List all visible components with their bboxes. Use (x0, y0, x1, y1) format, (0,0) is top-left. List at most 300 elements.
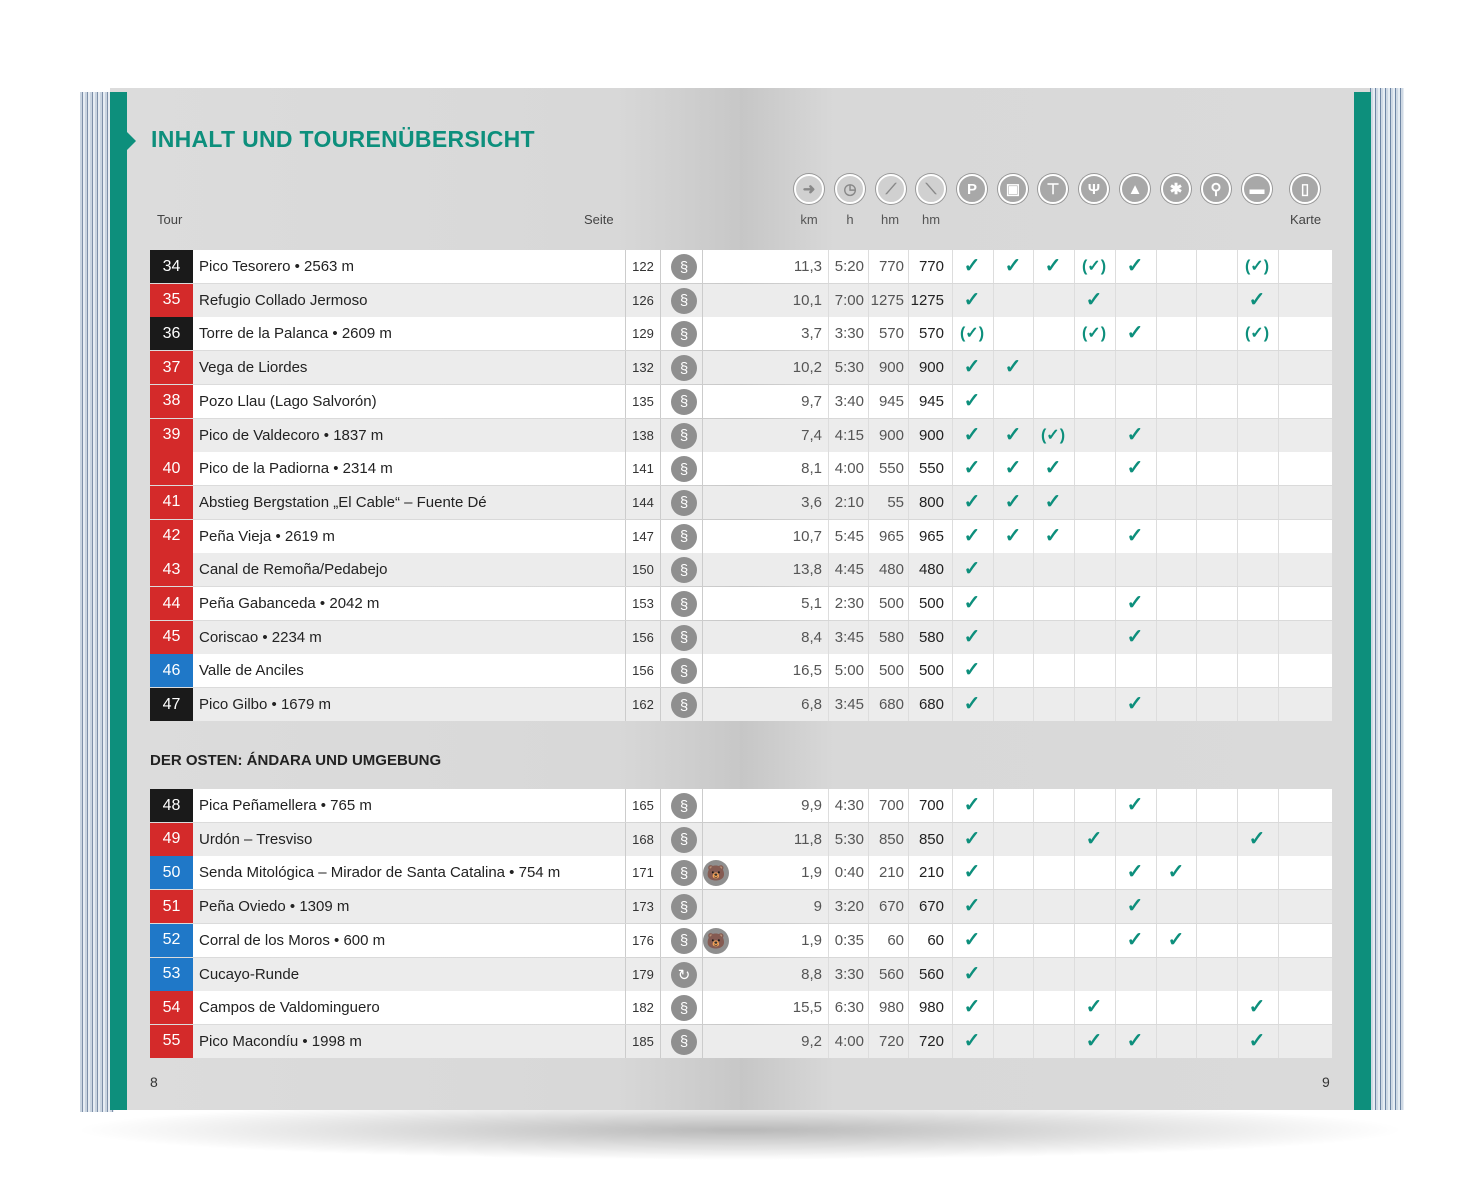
tour-number-badge: 46 (150, 654, 193, 687)
cell-divider (1237, 587, 1238, 620)
row-right-cell (741, 654, 1332, 687)
tour-page-number: 176 (625, 924, 661, 957)
cell-divider (1196, 587, 1197, 620)
checkmark-icon: ✓ (1126, 592, 1144, 614)
tour-duration: 5:30 (834, 359, 864, 377)
cell-divider (702, 1025, 703, 1058)
one-way-route-icon: § (671, 456, 697, 482)
tour-name: Pico de la Padiorna • 2314 m (199, 460, 393, 478)
cell-divider (1278, 553, 1279, 586)
tour-number-badge: 42 (150, 520, 193, 553)
cell-divider (702, 250, 703, 283)
tour-descent: 670 (918, 898, 944, 916)
cell-divider (1074, 688, 1075, 721)
table-row[interactable] (150, 587, 1332, 620)
tour-distance: 3,6 (801, 493, 822, 511)
row-left-cell (193, 958, 744, 991)
one-way-route-icon: § (671, 591, 697, 617)
tour-name: Pico Tesorero • 2563 m (199, 258, 355, 275)
tour-page-number: 138 (625, 419, 661, 452)
checkmark-icon: ✓ (1004, 524, 1022, 547)
cell-divider (1074, 587, 1075, 620)
tour-column-label: Tour (157, 212, 183, 227)
cell-divider (993, 890, 994, 923)
tour-ascent: 570 (878, 325, 904, 343)
checkmark-icon: ✓ (963, 356, 981, 379)
tour-name: Campos de Valdominguero (199, 999, 380, 1017)
one-way-route-icon: § (671, 625, 697, 651)
tour-descent: 1275 (910, 291, 944, 309)
tour-descent: 945 (918, 392, 944, 410)
cell-divider (1033, 1025, 1034, 1058)
row-left-cell (193, 520, 744, 553)
checkmark-icon: ✓ (963, 558, 981, 581)
tour-descent: 900 (918, 359, 944, 377)
checkmark-icon: ✓ (963, 490, 981, 513)
row-right-cell (741, 1025, 1332, 1058)
cable-car-icon: ⊤ (1038, 174, 1068, 204)
table-row[interactable] (150, 621, 1332, 654)
tour-name: Coriscao • 2234 m (199, 628, 322, 646)
tour-number-badge: 52 (150, 924, 193, 957)
cell-divider (1156, 351, 1157, 384)
tour-descent: 965 (918, 527, 944, 545)
cell-divider (702, 654, 703, 687)
cell-divider (1278, 654, 1279, 687)
tour-page-number: 144 (625, 486, 661, 519)
row-right-cell (741, 688, 1332, 721)
descent-column-label: hm (921, 212, 941, 227)
tour-page-number: 173 (625, 890, 661, 923)
checkmark-icon: (✓) (959, 325, 985, 343)
tour-distance: 6,8 (801, 696, 822, 714)
tour-number-badge: 43 (150, 553, 193, 586)
tour-page-number: 122 (625, 250, 661, 283)
tour-number-badge: 49 (150, 823, 193, 856)
loop-route-icon: ↻ (671, 962, 697, 988)
cell-divider (1074, 789, 1075, 822)
table-row[interactable] (150, 351, 1332, 384)
cell-divider (1196, 924, 1197, 957)
tour-number-badge: 40 (150, 452, 193, 485)
tour-ascent: 900 (878, 359, 904, 377)
tour-page-number: 135 (625, 385, 661, 418)
cell-divider (1237, 654, 1238, 687)
tour-descent: 580 (918, 628, 944, 646)
tour-page-number: 162 (625, 688, 661, 721)
tour-page-number: 126 (625, 284, 661, 317)
tour-number-badge: 41 (150, 486, 193, 519)
cell-divider (1115, 823, 1116, 856)
tour-duration: 3:45 (834, 628, 864, 646)
table-row[interactable] (150, 890, 1332, 923)
row-right-cell (741, 452, 1332, 485)
cell-divider (702, 486, 703, 519)
table-row[interactable] (150, 856, 1332, 889)
tour-ascent: 210 (878, 864, 904, 882)
row-left-cell (193, 856, 744, 889)
tour-duration: 4:30 (834, 797, 864, 814)
table-row[interactable] (150, 688, 1332, 721)
one-way-route-icon: § (671, 793, 697, 819)
cell-divider (1033, 553, 1034, 586)
row-right-cell (741, 284, 1332, 317)
tour-ascent: 945 (878, 392, 904, 410)
table-row[interactable] (150, 823, 1332, 856)
checkmark-icon: ✓ (1126, 322, 1144, 345)
row-left-cell (193, 688, 744, 721)
table-row[interactable] (150, 520, 1332, 553)
cell-divider (702, 823, 703, 856)
checkmark-icon: ✓ (963, 895, 981, 918)
cell-divider (993, 654, 994, 687)
cell-divider (1156, 452, 1157, 485)
descent-icon: ⟍ (916, 174, 946, 204)
tour-page-number: 165 (625, 789, 661, 822)
tour-ascent: 900 (878, 426, 904, 444)
tour-ascent: 500 (878, 662, 904, 680)
cell-divider (702, 284, 703, 317)
cell-divider (1196, 452, 1197, 485)
tour-name: Peña Vieja • 2619 m (199, 527, 335, 545)
checkmark-icon: ✓ (1126, 255, 1144, 277)
tour-name: Valle de Anciles (199, 662, 304, 680)
checkmark-icon: ✓ (963, 962, 981, 985)
tour-duration: 3:20 (834, 898, 864, 916)
checkmark-icon: ✓ (1004, 255, 1022, 277)
tour-ascent: 560 (878, 965, 904, 983)
row-left-cell (193, 452, 744, 485)
tour-page-number: 182 (625, 991, 661, 1024)
cell-divider (1115, 991, 1116, 1024)
table-row[interactable] (150, 250, 1332, 283)
table-row[interactable] (150, 553, 1332, 586)
row-right-cell (741, 958, 1332, 991)
table-row[interactable] (150, 924, 1332, 957)
tour-page-number: 156 (625, 621, 661, 654)
tour-duration: 7:00 (834, 291, 864, 309)
tour-ascent: 770 (878, 258, 904, 275)
one-way-route-icon: § (671, 355, 697, 381)
tour-page-number: 141 (625, 452, 661, 485)
tour-distance: 13,8 (792, 561, 822, 579)
signpost-icon: ➜ (794, 174, 824, 204)
left-accent-bar (110, 92, 127, 1110)
row-right-cell (741, 823, 1332, 856)
cell-divider (1156, 890, 1157, 923)
cell-divider (1278, 991, 1279, 1024)
tour-descent: 570 (918, 325, 944, 343)
cell-divider (1278, 520, 1279, 553)
one-way-route-icon: § (671, 827, 697, 853)
tour-page-number: 171 (625, 856, 661, 889)
cell-divider (1033, 351, 1034, 384)
tour-ascent: 980 (878, 999, 904, 1017)
cell-divider (1278, 419, 1279, 452)
row-left-cell (193, 553, 744, 586)
tour-distance: 10,7 (792, 527, 822, 545)
checkmark-icon: ✓ (1248, 996, 1266, 1019)
tour-distance: 1,9 (801, 864, 822, 882)
table-row[interactable] (150, 419, 1332, 452)
checkmark-icon: ✓ (963, 693, 981, 716)
cell-divider (1237, 958, 1238, 991)
restaurant-icon: Ψ (1079, 174, 1109, 204)
tour-distance: 1,9 (801, 931, 822, 949)
cell-divider (1033, 890, 1034, 923)
tour-number-badge: 36 (150, 317, 193, 350)
tour-descent: 720 (918, 1032, 944, 1050)
tour-duration: 5:00 (834, 662, 864, 680)
tour-number-badge: 38 (150, 385, 193, 418)
tour-duration: 2:30 (834, 595, 864, 612)
row-left-cell (193, 419, 744, 452)
tour-descent: 210 (918, 864, 944, 882)
checkmark-icon: ✓ (1044, 490, 1062, 513)
tour-number-badge: 37 (150, 351, 193, 384)
cell-divider (702, 452, 703, 485)
tour-distance: 10,1 (792, 291, 822, 309)
cell-divider (1033, 385, 1034, 418)
cell-divider (1278, 250, 1279, 283)
cell-divider (1156, 553, 1157, 586)
cell-divider (1033, 924, 1034, 957)
cell-divider (1156, 688, 1157, 721)
cell-divider (1196, 958, 1197, 991)
cell-divider (1033, 317, 1034, 350)
checkmark-icon: ✓ (963, 827, 981, 850)
tour-name: Pozo Llau (Lago Salvorón) (199, 392, 377, 410)
checkmark-icon: ✓ (1248, 1029, 1266, 1052)
cell-divider (1278, 621, 1279, 654)
tour-duration: 4:00 (834, 460, 864, 478)
tour-distance: 10,2 (792, 359, 822, 377)
tour-name: Peña Oviedo • 1309 m (199, 898, 350, 916)
checkmark-icon: ✓ (1126, 861, 1144, 884)
row-right-cell (741, 991, 1332, 1024)
checkmark-icon: ✓ (963, 423, 981, 446)
cell-divider (1237, 520, 1238, 553)
checkmark-icon: ✓ (1167, 928, 1185, 951)
checkmark-icon: ✓ (1085, 288, 1103, 311)
cell-divider (1237, 419, 1238, 452)
cell-divider (1278, 284, 1279, 317)
checkmark-icon: ✓ (963, 592, 981, 614)
cell-divider (1196, 654, 1197, 687)
cell-divider (1196, 890, 1197, 923)
cell-divider (1074, 553, 1075, 586)
row-right-cell (741, 924, 1332, 957)
summit-icon: ▲ (1120, 174, 1150, 204)
cell-divider (1196, 789, 1197, 822)
cell-divider (1156, 587, 1157, 620)
one-way-route-icon: § (671, 692, 697, 718)
section-title-east: DER OSTEN: ÁNDARA UND UMGEBUNG (150, 752, 442, 769)
table-row[interactable] (150, 958, 1332, 991)
tour-duration: 4:45 (834, 561, 864, 579)
checkmark-icon: ✓ (1126, 895, 1144, 918)
one-way-route-icon: § (671, 860, 697, 886)
cell-divider (993, 823, 994, 856)
cell-divider (702, 520, 703, 553)
tour-name: Pica Peñamellera • 765 m (199, 797, 372, 814)
tour-page-number: 150 (625, 553, 661, 586)
tour-name: Refugio Collado Jermoso (199, 291, 368, 309)
tour-name: Abstieg Bergstation „El Cable“ – Fuente Dé (199, 493, 487, 511)
cell-divider (1196, 385, 1197, 418)
cell-divider (993, 856, 994, 889)
bed-icon: ▬ (1242, 174, 1272, 204)
cell-divider (1156, 654, 1157, 687)
checkmark-icon: ✓ (963, 457, 981, 480)
tour-page-number: 168 (625, 823, 661, 856)
cell-divider (1033, 823, 1034, 856)
cell-divider (1278, 452, 1279, 485)
checkmark-icon: ✓ (1126, 625, 1144, 648)
tour-distance: 9,2 (801, 1032, 822, 1050)
one-way-route-icon: § (671, 321, 697, 347)
checkmark-icon: (✓) (1244, 325, 1270, 343)
tour-distance: 8,1 (801, 460, 822, 478)
cell-divider (702, 890, 703, 923)
bus-icon: ▣ (998, 174, 1028, 204)
cell-divider (993, 958, 994, 991)
cell-divider (1278, 856, 1279, 889)
page-edges-left (80, 92, 114, 1112)
cell-divider (1196, 991, 1197, 1024)
cell-divider (1074, 385, 1075, 418)
row-right-cell (741, 553, 1332, 586)
tour-number-badge: 51 (150, 890, 193, 923)
checkmark-icon: ✓ (1004, 423, 1022, 446)
cell-divider (1074, 890, 1075, 923)
row-left-cell (193, 1025, 744, 1058)
tour-page-number: 129 (625, 317, 661, 350)
tour-page-number: 147 (625, 520, 661, 553)
cell-divider (1278, 385, 1279, 418)
checkmark-icon: ✓ (1004, 490, 1022, 513)
tour-ascent: 550 (878, 460, 904, 478)
cell-divider (1033, 789, 1034, 822)
tour-descent: 60 (927, 931, 944, 949)
cell-divider (1115, 486, 1116, 519)
tour-duration: 0:40 (834, 864, 864, 882)
ascent-column-label: hm (880, 212, 900, 227)
row-right-cell (741, 621, 1332, 654)
tour-number-badge: 54 (150, 991, 193, 1024)
checkmark-icon: ✓ (1126, 524, 1144, 547)
parking-icon: P (957, 174, 987, 204)
tour-number-badge: 45 (150, 621, 193, 654)
one-way-route-icon: § (671, 254, 697, 280)
checkmark-icon: (✓) (1081, 258, 1107, 275)
cell-divider (1237, 688, 1238, 721)
cell-divider (1278, 486, 1279, 519)
table-row[interactable] (150, 991, 1332, 1024)
tour-ascent: 580 (878, 628, 904, 646)
table-row[interactable] (150, 284, 1332, 317)
family-friendly-bear-icon: 🐻 (703, 860, 729, 886)
table-row[interactable] (150, 452, 1332, 485)
table-row[interactable] (150, 385, 1332, 418)
cell-divider (702, 385, 703, 418)
row-left-cell (193, 317, 744, 350)
checkmark-icon: ✓ (1126, 1029, 1144, 1052)
tour-duration: 4:15 (834, 426, 864, 444)
row-right-cell (741, 486, 1332, 519)
checkmark-icon: ✓ (1004, 356, 1022, 379)
cell-divider (1115, 351, 1116, 384)
cell-divider (1278, 351, 1279, 384)
tour-number-badge: 48 (150, 789, 193, 822)
table-row[interactable] (150, 654, 1332, 687)
checkmark-icon: ✓ (1248, 827, 1266, 850)
tour-descent: 500 (918, 595, 944, 612)
cell-divider (1156, 317, 1157, 350)
cell-divider (1237, 452, 1238, 485)
row-right-cell (741, 317, 1332, 350)
cell-divider (1237, 924, 1238, 957)
cell-divider (1074, 654, 1075, 687)
tour-distance: 9,7 (801, 392, 822, 410)
km-column-label: km (800, 212, 818, 227)
tour-name: Cucayo-Runde (199, 965, 300, 983)
tour-ascent: 500 (878, 595, 904, 612)
table-row[interactable] (150, 1025, 1332, 1058)
cell-divider (1074, 351, 1075, 384)
row-left-cell (193, 621, 744, 654)
column-icons (0, 174, 1470, 208)
row-right-cell (741, 856, 1332, 889)
checkmark-icon: ✓ (1044, 524, 1062, 547)
tour-name: Senda Mitológica – Mirador de Santa Catalina • 754 m (199, 864, 561, 882)
table-row[interactable] (150, 789, 1332, 822)
tour-duration: 5:20 (834, 258, 864, 275)
checkmark-icon: ✓ (1085, 996, 1103, 1019)
row-left-cell (193, 890, 744, 923)
one-way-route-icon: § (671, 894, 697, 920)
cell-divider (1196, 317, 1197, 350)
row-right-cell (741, 250, 1332, 283)
checkmark-icon: ✓ (1044, 255, 1062, 277)
one-way-route-icon: § (671, 389, 697, 415)
tour-duration: 5:30 (834, 830, 864, 848)
cell-divider (1278, 890, 1279, 923)
tour-descent: 500 (918, 662, 944, 680)
cell-divider (702, 856, 703, 889)
row-left-cell (193, 486, 744, 519)
cell-divider (702, 351, 703, 384)
cell-divider (1156, 789, 1157, 822)
cell-divider (1115, 385, 1116, 418)
tour-distance: 9 (813, 898, 822, 916)
table-row[interactable] (150, 317, 1332, 350)
tour-number-badge: 44 (150, 587, 193, 620)
cell-divider (993, 991, 994, 1024)
checkmark-icon: ✓ (963, 928, 981, 951)
checkmark-icon: ✓ (963, 389, 981, 412)
cell-divider (1074, 419, 1075, 452)
tour-ascent: 720 (878, 1032, 904, 1050)
cell-divider (1278, 924, 1279, 957)
cell-divider (993, 621, 994, 654)
tour-descent: 980 (918, 999, 944, 1017)
one-way-route-icon: § (671, 928, 697, 954)
cell-divider (1033, 654, 1034, 687)
cell-divider (1196, 486, 1197, 519)
table-row[interactable] (150, 486, 1332, 519)
tour-name: Canal de Remoña/Pedabejo (199, 561, 388, 579)
